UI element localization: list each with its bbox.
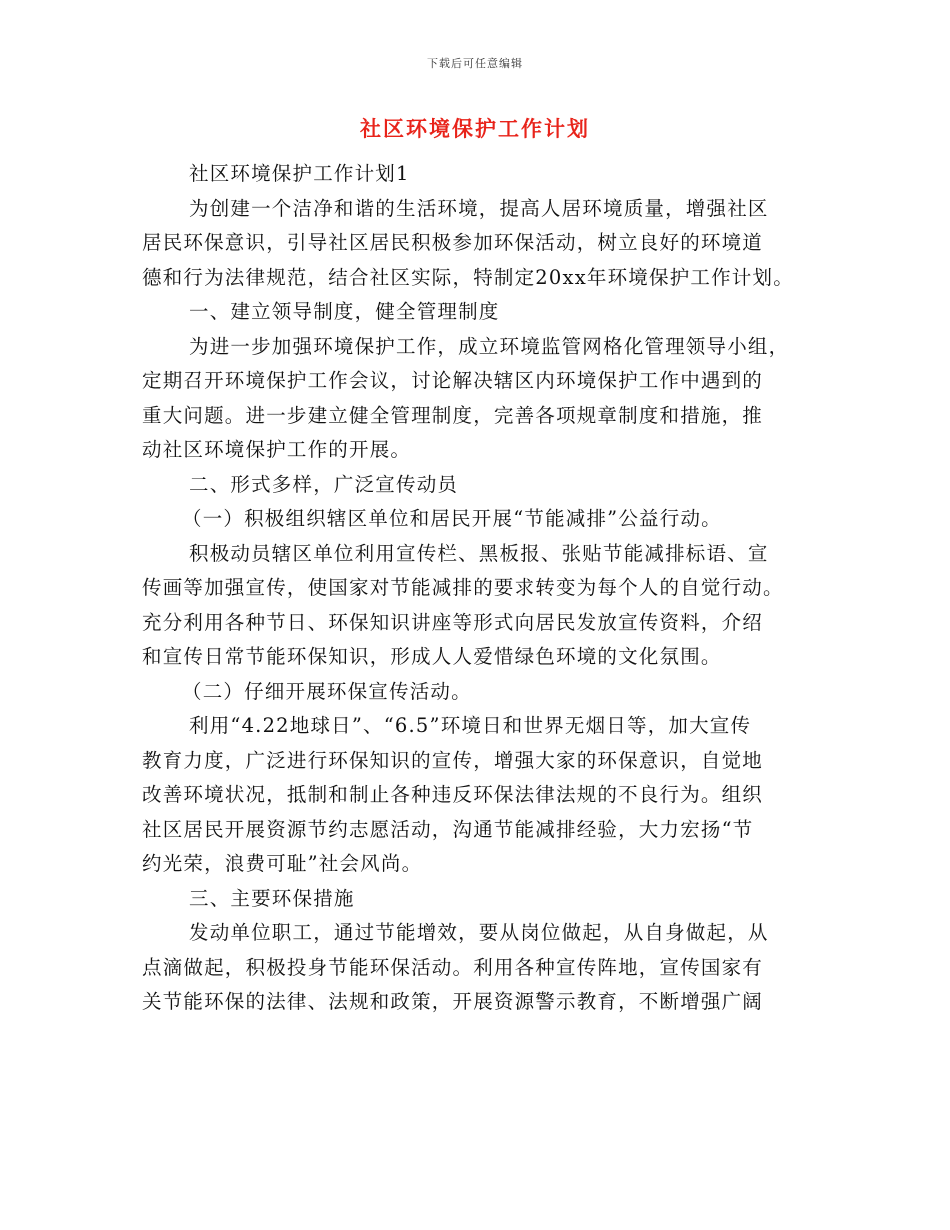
text-line: 一、建立领导制度，健全管理制度 [189,300,500,323]
text-line: 改善环境状况，抵制和制止各种违反环保法律法规的不良行为。组织 [142,783,764,806]
text-line: 重大问题。进一步建立健全管理制度，完善各项规章制度和措施，推 [142,403,764,427]
text-line: 三、主要环保措施 [189,886,355,910]
text-line: 社区居民开展资源节约志愿活动，沟通节能减排经验，大力宏扬“节 [142,817,754,841]
text-line: 动社区环境保护工作的开展。 [142,438,412,461]
header-note: 下载后可任意编辑 [427,57,523,70]
document-title: 社区环境保护工作计划 [360,116,590,141]
text-line: 关节能环保的法律、法规和政策，开展资源警示教育，不断增强广阔 [142,990,764,1013]
text-line: 二、形式多样，广泛宣传动员 [189,472,459,496]
text-line: 传画等加强宣传，使国家对节能减排的要求转变为每个人的自觉行动。 [142,576,784,599]
text-line: 为创建一个洁净和谐的生活环境，提高人居环境质量，增强社区 [189,196,769,220]
text-line: （二）仔细开展环保宣传活动。 [182,679,472,703]
text-line: 点滴做起，积极投身节能环保活动。利用各种宣传阵地，宣传国家有 [142,955,764,979]
text-line: 和宣传日常节能环保知识，形成人人爱惜绿色环境的文化氛围。 [142,645,722,668]
text-line: 积极动员辖区单位利用宣传栏、黑板报、张贴节能减排标语、宣 [189,541,769,565]
text-line: 为进一步加强环境保护工作，成立环境监管网格化管理领导小组， [189,334,790,358]
text-line: 社区环境保护工作计划1 [189,162,410,185]
text-line: 利用“4.22地球日”、“6.5”环境日和世界无烟日等，加大宣传 [189,714,752,737]
text-line: 居民环保意识，引导社区居民积极参加环保活动，树立良好的环境道 [142,231,764,254]
document-body [142,157,820,1020]
text-line: 发动单位职工，通过节能增效，要从岗位做起，从自身做起，从 [189,921,769,944]
text-line: 定期召开环境保护工作会议，讨论解决辖区内环境保护工作中遇到的 [142,369,764,392]
text-line: 约光荣，浪费可耻”社会风尚。 [142,852,423,875]
text-line: 充分利用各种节日、环保知识讲座等形式向居民发放宣传资料，介绍 [142,610,764,634]
text-line: （一）积极组织辖区单位和居民开展“节能减排”公益行动。 [182,507,722,530]
text-line: 教育力度，广泛进行环保知识的宣传，增强大家的环保意识，自觉地 [142,748,764,772]
text-line: 德和行为法律规范，结合社区实际，特制定20xx年环境保护工作计划。 [142,265,794,289]
